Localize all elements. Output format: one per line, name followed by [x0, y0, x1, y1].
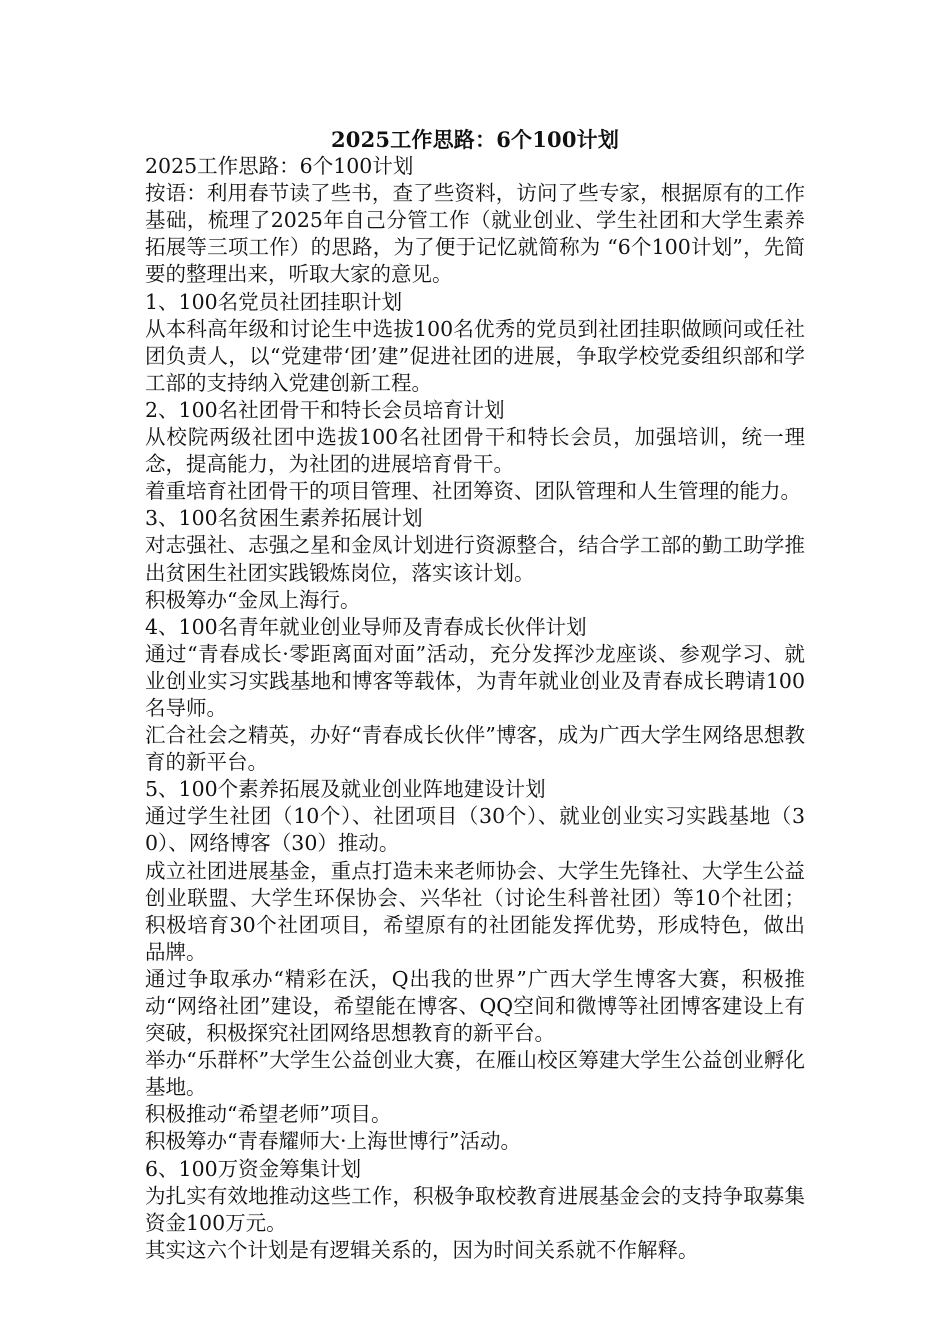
section-heading-5: 5、100个素养拓展及就业创业阵地建设计划 — [145, 777, 546, 802]
closing-paragraph: 其实这六个计划是有逻辑关系的，因为时间关系就不作解释。 — [145, 1237, 699, 1262]
body-paragraph: 通过“青春成长·零距离面对面”活动，充分发挥沙龙座谈、参观学习、就业创业实习实践基地和博客等载体，为青年就业创业及青春成长聘请100名导师。 — [145, 641, 805, 720]
body-paragraph: 汇合社会之精英，办好“青春成长伙伴”博客，成为广西大学生网络思想教育的新平台。 — [145, 723, 805, 775]
body-paragraph: 积极推动“希望老师”项目。 — [145, 1102, 392, 1127]
preface-paragraph: 按语：利用春节读了些书，查了些资料，访问了些专家，根据原有的工作基础，梳理了2025年自己分管工作（就业创业、学生社团和大学生素养拓展等三项工作）的思路，为了便于记忆就简称为 “6个100计划”，先简要的整理出来，听取大家的意见。 — [145, 181, 805, 287]
body-paragraph: 着重培育社团骨干的项目管理、社团筹资、团队管理和人生管理的能力。 — [145, 479, 801, 504]
body-paragraph: 成立社团进展基金，重点打造未来老师协会、大学生先锋社、大学生公益创业联盟、大学生环保协会、兴华社（讨论生科普社团）等10个社团；积极培育30个社团项目，希望原有的社团能发挥优势，形成特色，做出品牌。 — [145, 858, 805, 964]
section-heading-2: 2、100名社团骨干和特长会员培育计划 — [145, 397, 505, 422]
body-paragraph: 通过学生社团（10个）、社团项目（30个）、就业创业实习实践基地（30）、网络博客（30）推动。 — [145, 804, 805, 856]
body-paragraph: 为扎实有效地推动这些工作，积极争取校教育进展基金会的支持争取募集资金100万元。 — [145, 1183, 805, 1235]
body-paragraph: 积极筹办“金凤上海行。 — [145, 587, 361, 612]
document-title: 2025工作思路：6个100计划 — [330, 127, 620, 152]
section-heading-1: 1、100名党员社团挂职计划 — [145, 289, 403, 314]
document-body — [145, 126, 805, 1264]
section-heading-6: 6、100万资金筹集计划 — [145, 1156, 362, 1181]
section-heading-4: 4、100名青年就业创业导师及青春成长伙伴计划 — [145, 614, 587, 639]
subtitle-line: 2025工作思路：6个100计划 — [145, 154, 414, 179]
body-paragraph: 从本科高年级和讨论生中选拔100名优秀的党员到社团挂职做顾问或任社团负责人，以“党建带‘团’建”促进社团的进展，争取学校党委组织部和学工部的支持纳入党建创新工程。 — [145, 316, 805, 395]
body-paragraph: 举办“乐群杯”大学生公益创业大赛，在雁山校区筹建大学生公益创业孵化基地。 — [145, 1048, 805, 1100]
body-paragraph: 通过争取承办“精彩在沃，Q出我的世界”广西大学生博客大赛，积极推动“网络社团”建设，希望能在博客、QQ空间和微博等社团博客建设上有突破，积极探究社团网络思想教育的新平台。 — [145, 966, 805, 1046]
section-heading-3: 3、100名贫困生素养拓展计划 — [145, 506, 423, 531]
body-paragraph: 积极筹办“青春耀师大·上海世博行”活动。 — [145, 1129, 521, 1154]
body-paragraph: 对志强社、志强之星和金凤计划进行资源整合，结合学工部的勤工助学推出贫困生社团实践锻炼岗位，落实该计划。 — [145, 533, 805, 585]
body-paragraph: 从校院两级社团中选拔100名社团骨干和特长会员，加强培训，统一理念，提高能力，为社团的进展培育骨干。 — [145, 425, 805, 477]
